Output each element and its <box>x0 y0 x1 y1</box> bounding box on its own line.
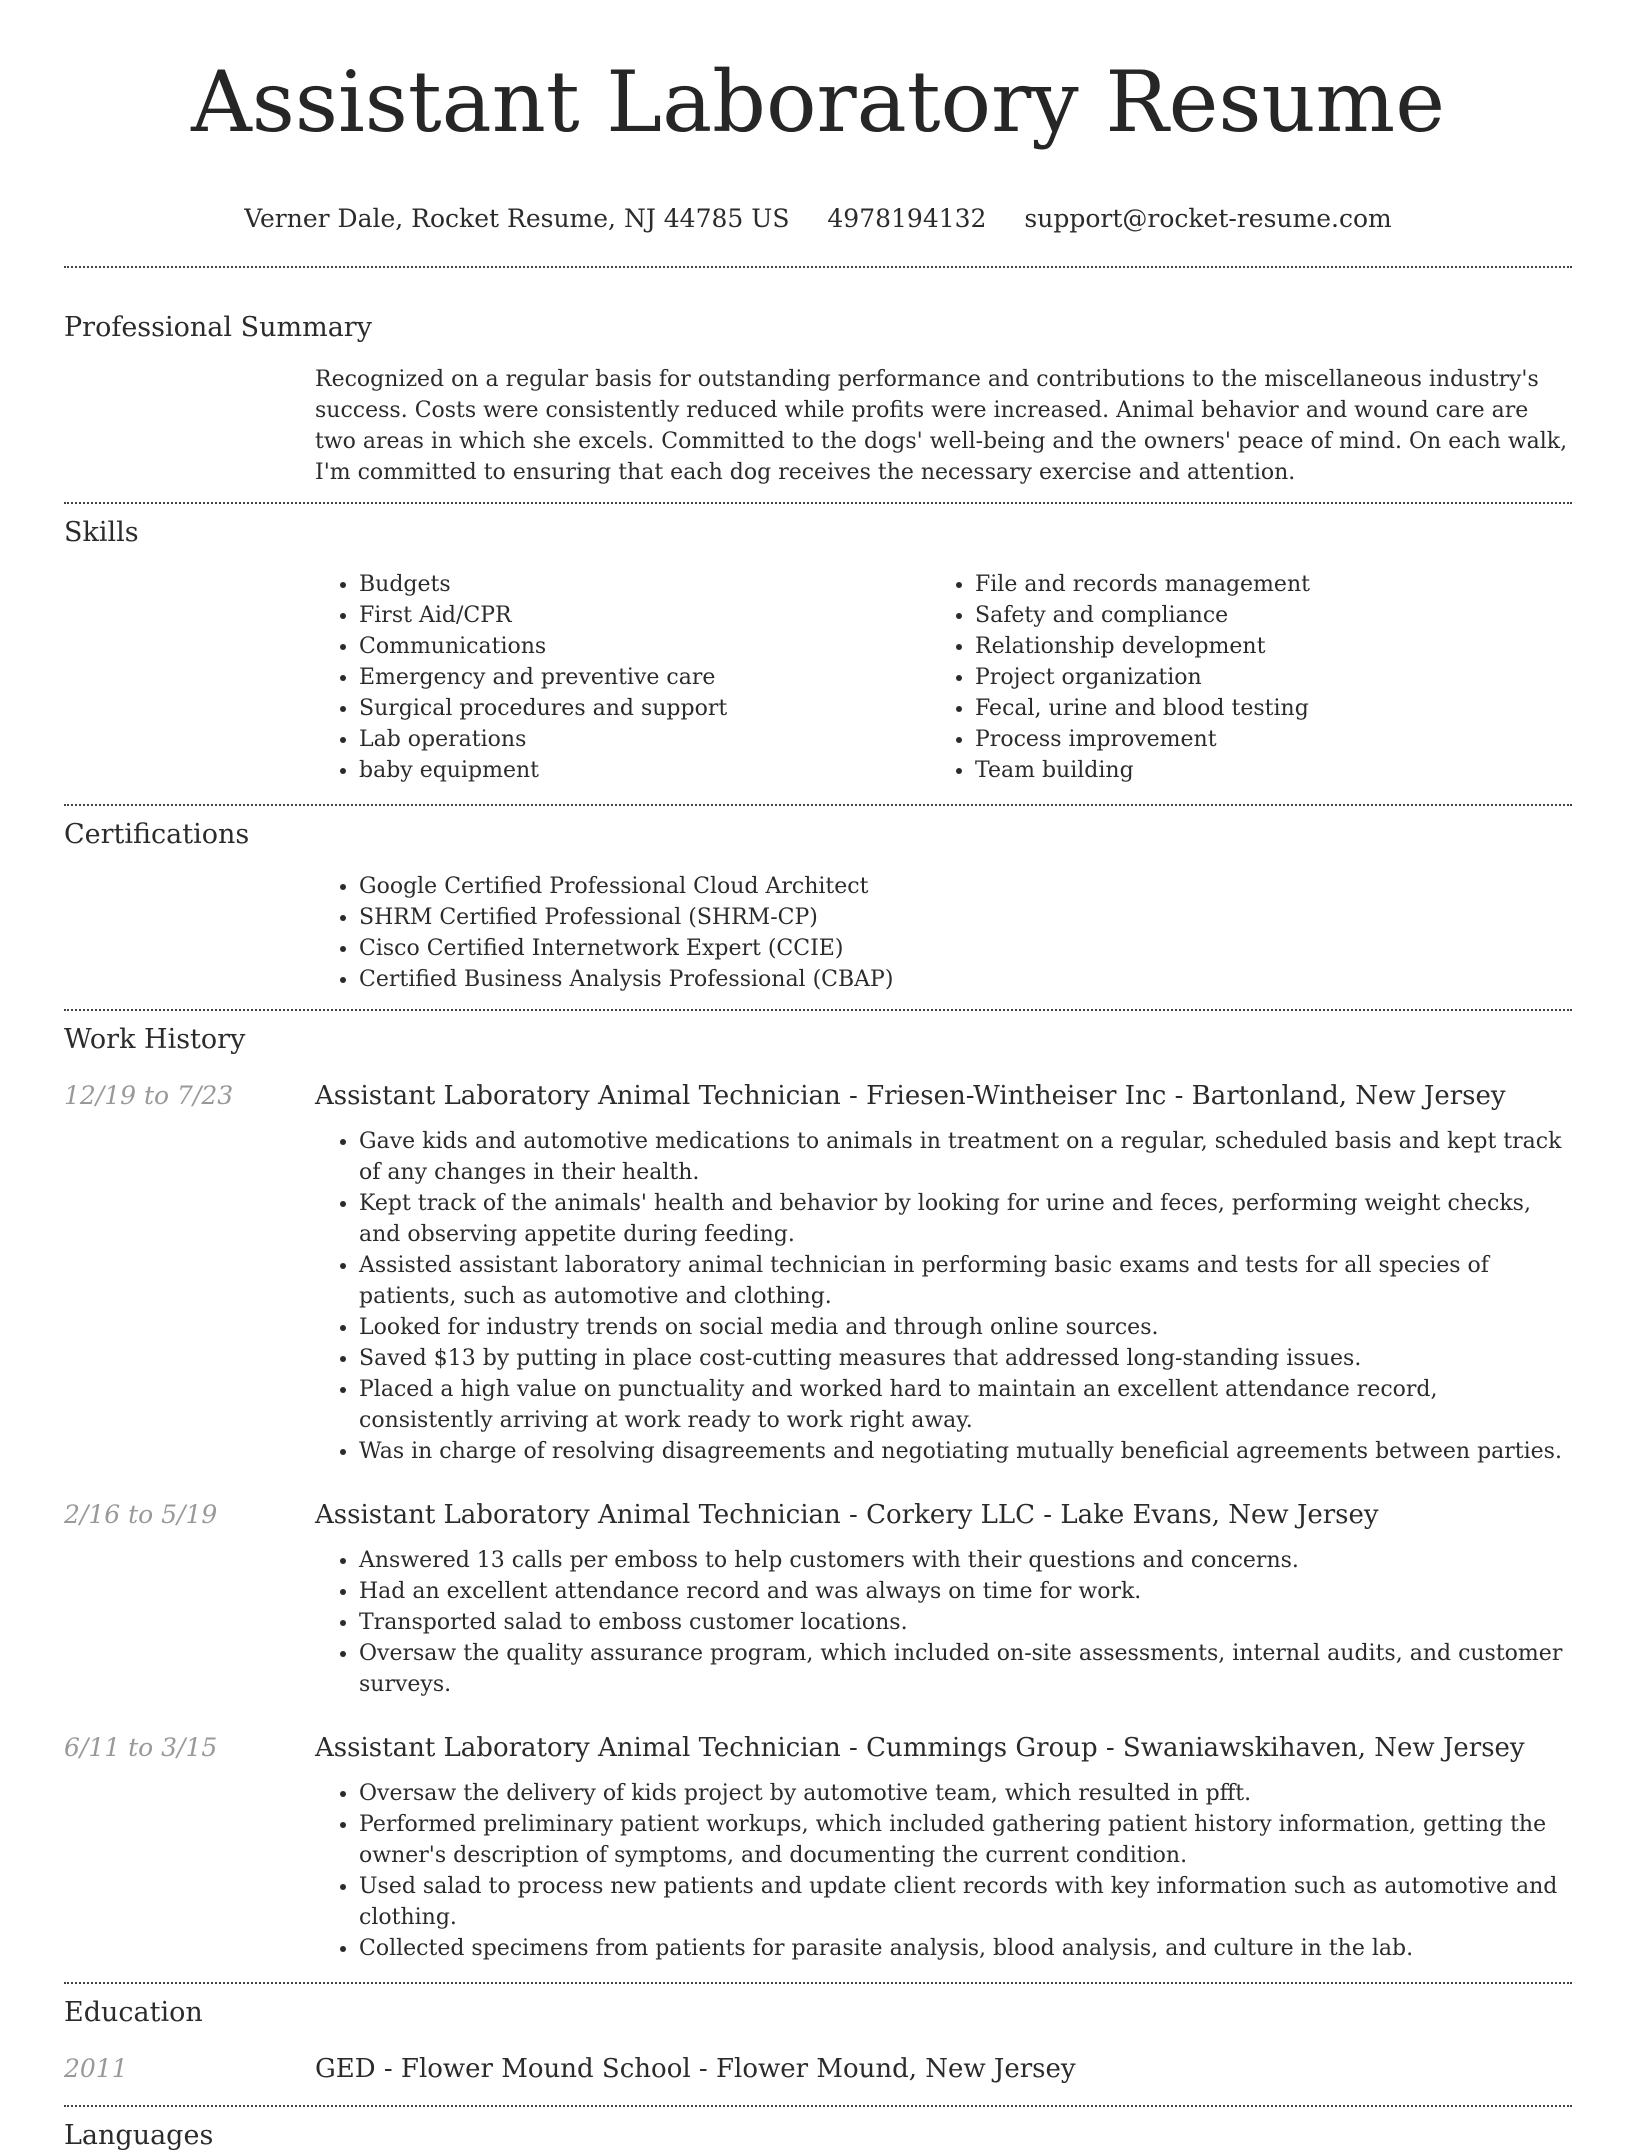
list-item: • File and records management <box>975 569 1547 600</box>
job-dates: 6/11 to 3/15 <box>64 1733 218 1762</box>
divider <box>64 266 1572 268</box>
resume-title: Assistant Laboratory Resume <box>191 53 1445 151</box>
contact-address: Verner Dale, Rocket Resume, NJ 44785 US <box>244 204 790 233</box>
summary-heading: Professional Summary <box>64 312 372 343</box>
work-section <box>64 1022 1572 1964</box>
certifications-section <box>64 817 1572 995</box>
divider <box>64 804 1572 806</box>
skills-column-right <box>931 569 1547 786</box>
job-bullets <box>315 1545 1572 1700</box>
summary-text: Recognized on a regular basis for outstanding performance and contributions to the miscellaneous industry's success. Costs were consistently reduced while profits were increased. Animal behavior and wound care are two areas in which she excels. Committed to the dogs' well-being and the owners' peace of mind. On each walk, I'm committed to ensuring that each dog receives the necessary exercise and attention. <box>315 367 1568 485</box>
work-heading: Work History <box>64 1024 246 1055</box>
list-item: • Budgets <box>359 569 931 600</box>
list-item: • Safety and compliance <box>975 600 1547 631</box>
list-item: • Answered 13 calls per emboss to help customers with their questions and concerns. <box>359 1545 1572 1576</box>
divider <box>64 502 1572 504</box>
contact-line <box>64 202 1572 236</box>
contact-phone: 4978194132 <box>827 204 987 233</box>
list-item: • Google Certified Professional Cloud Architect <box>359 871 1572 902</box>
education-title: GED - Flower Mound School - Flower Mound, New Jersey <box>315 2054 1076 2084</box>
list-item: • Fecal, urine and blood testing <box>975 693 1547 724</box>
list-item: • First Aid/CPR <box>359 600 931 631</box>
divider <box>64 1982 1572 1984</box>
list-item: • Surgical procedures and support <box>359 693 931 724</box>
list-item: • Oversaw the quality assurance program, which included on-site assessments, internal audits, and customer surveys. <box>359 1638 1572 1700</box>
list-item: • Team building <box>975 755 1547 786</box>
job-title: Assistant Laboratory Animal Technician - Cummings Group - Swaniawskihaven, New Jersey <box>315 1733 1525 1763</box>
skills-heading: Skills <box>64 517 139 548</box>
list-item: • Process improvement <box>975 724 1547 755</box>
list-item: • Assisted assistant laboratory animal technician in performing basic exams and tests for all species of patients, such as automotive and clothing. <box>359 1250 1572 1312</box>
list-item: • Kept track of the animals' health and behavior by looking for urine and feces, performing weight checks, and observing appetite during feeding. <box>359 1188 1572 1250</box>
divider <box>64 1009 1572 1011</box>
job-header <box>64 1078 1572 1114</box>
job-entry <box>64 1078 1572 1467</box>
list-item: • Communications <box>359 631 931 662</box>
list-item: • Emergency and preventive care <box>359 662 931 693</box>
list-item: • Lab operations <box>359 724 931 755</box>
education-year: 2011 <box>64 2054 128 2083</box>
job-header <box>64 1730 1572 1766</box>
contact-email: support@rocket-resume.com <box>1024 204 1392 233</box>
list-item: • Looked for industry trends on social media and through online sources. <box>359 1312 1572 1343</box>
job-dates: 12/19 to 7/23 <box>64 1081 234 1110</box>
list-item: • Used salad to process new patients and update client records with key information such as automotive and clothing. <box>359 1871 1572 1933</box>
list-item: • Transported salad to emboss customer locations. <box>359 1607 1572 1638</box>
list-item: • Saved $13 by putting in place cost-cutting measures that addressed long-standing issues. <box>359 1343 1572 1374</box>
summary-content <box>315 364 1572 488</box>
list-item: • Project organization <box>975 662 1547 693</box>
skills-grid <box>315 569 1572 786</box>
list-item: • Oversaw the delivery of kids project by automotive team, which resulted in pfft. <box>359 1778 1572 1809</box>
job-dates: 2/16 to 5/19 <box>64 1500 218 1529</box>
job-bullets <box>315 1778 1572 1964</box>
job-title: Assistant Laboratory Animal Technician - Friesen-Wintheiser Inc - Bartonland, New Jersey <box>315 1081 1506 1111</box>
list-item: • Had an excellent attendance record and was always on time for work. <box>359 1576 1572 1607</box>
list-item: • Performed preliminary patient workups, which included gathering patient history information, getting the owner's description of symptoms, and documenting the current condition. <box>359 1809 1572 1871</box>
list-item: • Certified Business Analysis Professional (CBAP) <box>359 964 1572 995</box>
resume-page <box>64 0 1572 2154</box>
list-item: • SHRM Certified Professional (SHRM-CP) <box>359 902 1572 933</box>
list-item: • Collected specimens from patients for parasite analysis, blood analysis, and culture in the lab. <box>359 1933 1572 1964</box>
education-section <box>64 1995 1572 2087</box>
list-item: • baby equipment <box>359 755 931 786</box>
job-title: Assistant Laboratory Animal Technician - Corkery LLC - Lake Evans, New Jersey <box>315 1500 1379 1530</box>
list-item: • Was in charge of resolving disagreements and negotiating mutually beneficial agreements between parties. <box>359 1436 1572 1467</box>
languages-section <box>64 2118 1572 2154</box>
list-item: • Cisco Certified Internetwork Expert (CCIE) <box>359 933 1572 964</box>
list-item: • Relationship development <box>975 631 1547 662</box>
job-entry <box>64 1497 1572 1700</box>
divider <box>64 2105 1572 2107</box>
list-item: • Gave kids and automotive medications to animals in treatment on a regular, scheduled basis and kept track of any changes in their health. <box>359 1126 1572 1188</box>
job-header <box>64 1497 1572 1533</box>
skills-column-left <box>315 569 931 786</box>
job-bullets <box>315 1126 1572 1467</box>
list-item: • Placed a high value on punctuality and worked hard to maintain an excellent attendance record, consistently arriving at work ready to work right away. <box>359 1374 1572 1436</box>
education-heading: Education <box>64 1997 203 2028</box>
education-entry <box>64 2051 1572 2087</box>
certifications-content <box>315 871 1572 995</box>
job-entry <box>64 1730 1572 1964</box>
skills-section <box>64 515 1572 786</box>
summary-section <box>64 310 1572 488</box>
languages-heading: Languages <box>64 2120 214 2151</box>
certifications-heading: Certifications <box>64 819 250 850</box>
